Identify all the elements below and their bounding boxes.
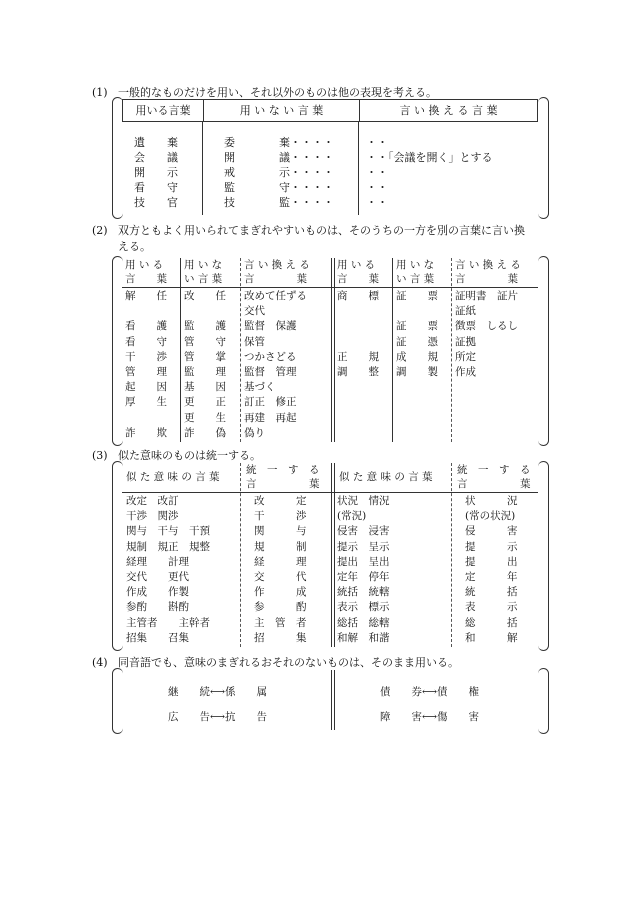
header-cell: 似 た 意 味 の 言 葉 xyxy=(126,471,220,483)
cell: 所定 xyxy=(455,350,476,363)
section-1-title xyxy=(92,84,437,100)
cell: 基 因 xyxy=(184,381,226,394)
section-title-text: 一般的なものだけを用い、それ以外のものは他の表現を考える。 xyxy=(118,86,437,99)
table-row xyxy=(122,319,538,334)
header-cell xyxy=(392,259,451,286)
cell: ・・ xyxy=(366,196,388,209)
cell: 成 規 xyxy=(396,350,438,363)
cell: 訂正 修正 xyxy=(244,396,297,409)
cell: 経 理 xyxy=(254,555,307,568)
cell: 参酌 斟酌 xyxy=(126,601,189,614)
cell: 監 守・・・・ xyxy=(224,181,334,194)
table-2 xyxy=(122,258,538,442)
table-3 xyxy=(122,463,538,647)
cell xyxy=(392,395,451,410)
table-row xyxy=(122,585,538,600)
header-line: 言 葉 xyxy=(337,272,379,285)
cell: 和解 和諧 xyxy=(337,631,390,644)
cell xyxy=(333,395,392,410)
header-line: 言 葉 xyxy=(457,477,531,490)
cell: 再建 再起 xyxy=(244,411,297,424)
cell xyxy=(333,335,392,350)
header-cell xyxy=(180,259,240,286)
table-row xyxy=(122,494,538,509)
cell: つかさどる xyxy=(244,350,297,363)
cell: 監 護 xyxy=(184,320,226,333)
cell: 経理 計理 xyxy=(126,555,189,568)
cell xyxy=(392,304,451,319)
cell: 調 製 xyxy=(396,365,438,378)
cell xyxy=(333,380,392,395)
cell: ・・ xyxy=(366,166,388,179)
header-line: い 言 葉 xyxy=(396,272,435,285)
cell: 証 票 xyxy=(396,290,438,302)
cell: 管 掌 xyxy=(184,350,226,363)
cell: 商 標 xyxy=(337,290,379,302)
header-cell xyxy=(240,259,333,286)
header-line: 言 葉 xyxy=(125,272,167,285)
header-line: 言 い 換 え る xyxy=(244,259,310,271)
section-number: (2) xyxy=(92,224,108,237)
cell: 主 管 者 xyxy=(254,616,307,629)
cell: 証 票 xyxy=(396,320,438,333)
table-row xyxy=(122,570,538,585)
table-row xyxy=(122,365,538,380)
cell: 主管者 主幹者 xyxy=(126,616,210,629)
header-line: 言 い 換 え る xyxy=(455,259,521,271)
list-item: 障 害⟷傷 害 xyxy=(380,711,480,723)
cell: 技 監・・・・ xyxy=(224,196,334,209)
right-bracket xyxy=(538,461,549,651)
right-bracket xyxy=(538,256,549,446)
header-line: 統 一 す る xyxy=(457,464,531,476)
cell: ・・「会議を開く」とする xyxy=(366,151,493,164)
cell: 提出 呈出 xyxy=(337,555,390,568)
table-row xyxy=(122,165,538,180)
list-item: 広 告⟷抗 告 xyxy=(168,711,268,723)
header-line: 用 い な xyxy=(396,259,435,271)
section-number: (3) xyxy=(92,449,108,462)
cell: 看 守 xyxy=(134,181,178,194)
cell xyxy=(333,319,392,334)
cell: 総 括 xyxy=(465,616,518,629)
cell xyxy=(122,304,180,319)
cell: 提 出 xyxy=(465,555,518,568)
cell: 提示 呈示 xyxy=(337,540,390,553)
list-item: 継 続⟷係 属 xyxy=(168,686,268,698)
table-body xyxy=(122,494,538,646)
cell: 交代 更代 xyxy=(126,570,189,583)
cell: 開 議・・・・ xyxy=(224,151,334,164)
cell xyxy=(333,304,392,319)
cell: 表 示 xyxy=(465,601,518,614)
table-body xyxy=(122,289,538,441)
cell: 証 憑 xyxy=(396,335,438,348)
cell: 定年 停年 xyxy=(337,570,390,583)
cell: 技 官 xyxy=(134,196,178,209)
cell: 状況 情況 xyxy=(337,495,390,507)
cell: 詐 欺 xyxy=(125,426,167,439)
section-number: (1) xyxy=(92,86,108,99)
cell xyxy=(451,380,538,395)
cell xyxy=(451,411,538,426)
header-line: 言 葉 xyxy=(246,477,320,490)
cell: 作成 作製 xyxy=(126,586,189,599)
cell: 提 示 xyxy=(465,540,518,553)
cell: 更 生 xyxy=(184,411,226,424)
cell: 侵害 浸害 xyxy=(337,525,390,538)
table-row xyxy=(122,135,538,150)
section-number: (4) xyxy=(92,656,108,669)
cell: (常の状況) xyxy=(465,510,516,523)
cell: 開 示 xyxy=(134,166,178,179)
cell: 交代 xyxy=(244,305,265,318)
header-cell xyxy=(122,259,180,286)
cell: 証明書 証片 xyxy=(455,290,518,302)
header-cell: 用 い な い 言 葉 xyxy=(203,100,359,121)
cell: 徴票 しるし xyxy=(455,320,518,333)
section-title-text: 双方ともよく用いられてまぎれやすいものは、そのうちの一方を別の言葉に言い換 xyxy=(118,224,525,237)
cell: 統括 統轄 xyxy=(337,586,390,599)
cell: 監 理 xyxy=(184,365,226,378)
header-line: 統 一 す る xyxy=(246,464,320,476)
cell: 基づく xyxy=(244,381,276,394)
cell: 作成 xyxy=(455,365,476,378)
header-cell xyxy=(333,259,392,286)
cell: 侵 害 xyxy=(465,525,518,538)
cell: 遺 棄 xyxy=(134,136,178,149)
header-cell xyxy=(451,464,538,491)
table-4 xyxy=(122,670,538,730)
cell: 更 正 xyxy=(184,396,226,409)
header-cell xyxy=(451,259,538,286)
table-body xyxy=(122,135,538,210)
right-bracket xyxy=(538,668,549,734)
cell xyxy=(333,426,392,441)
table-header xyxy=(122,464,538,491)
cell: 厚 生 xyxy=(125,396,167,409)
header-line: 用 い な xyxy=(184,259,223,271)
cell: 参 酌 xyxy=(254,601,307,614)
table-row xyxy=(122,600,538,615)
cell: 詐 偽 xyxy=(184,426,226,439)
cell: 監督 管理 xyxy=(244,365,297,378)
header-line: 言 葉 xyxy=(244,272,307,285)
cell: 起 因 xyxy=(125,381,167,394)
cell: 交 代 xyxy=(254,570,307,583)
header-cell: 用いる言葉 xyxy=(135,104,191,117)
cell: 表示 標示 xyxy=(337,601,390,614)
homophone-list-right xyxy=(380,680,479,730)
section-title-text: 同音語でも、意味のまぎれるおそれのないものは、そのまま用いる。 xyxy=(118,656,459,669)
cell: 干 渉 xyxy=(254,510,307,523)
double-divider xyxy=(331,670,335,730)
table-row xyxy=(122,616,538,631)
cell: 管 守 xyxy=(184,335,226,348)
cell: 改 定 xyxy=(254,495,307,507)
header-cell: 言 い 換 え る 言 葉 xyxy=(359,100,537,121)
cell xyxy=(333,411,392,426)
table-row xyxy=(122,304,538,319)
table-row xyxy=(122,426,538,441)
cell: (常況) xyxy=(337,510,367,523)
cell: 看 護 xyxy=(125,320,167,333)
cell: 監督 保護 xyxy=(244,320,297,333)
cell: 干 渉 xyxy=(125,350,167,363)
cell: 規制 規正 規整 xyxy=(126,540,210,553)
table-row xyxy=(122,509,538,524)
cell: 招集 召集 xyxy=(126,631,189,644)
cell: 証紙 xyxy=(455,305,476,318)
table-header xyxy=(122,99,538,122)
cell: 正 規 xyxy=(337,350,379,363)
table-row xyxy=(122,195,538,210)
cell xyxy=(451,395,538,410)
table-row xyxy=(122,180,538,195)
cell: 総括 総轄 xyxy=(337,616,390,629)
cell: 証拠 xyxy=(455,335,476,348)
cell: 保管 xyxy=(244,335,265,348)
table-row xyxy=(122,631,538,646)
table-header xyxy=(122,259,538,286)
cell: 干渉 関渉 xyxy=(126,510,179,523)
header-line: 用 い る xyxy=(125,259,164,271)
section-4-title xyxy=(92,654,459,670)
table-row xyxy=(122,380,538,395)
section-title-text: 似た意味のものは統一する。 xyxy=(118,449,261,462)
section-2-title xyxy=(92,222,525,238)
cell: 状 況 xyxy=(465,495,518,507)
header-cell: 似 た 意 味 の 言 葉 xyxy=(339,471,433,483)
table-row xyxy=(122,335,538,350)
cell: 規 制 xyxy=(254,540,307,553)
cell: 和 解 xyxy=(465,631,518,644)
header-line: 用 い る xyxy=(337,259,376,271)
cell: 調 整 xyxy=(337,365,379,378)
cell xyxy=(451,426,538,441)
table-row xyxy=(122,555,538,570)
cell xyxy=(392,380,451,395)
cell: 看 守 xyxy=(125,335,167,348)
cell: 招 集 xyxy=(254,631,307,644)
cell: 関 与 xyxy=(254,525,307,538)
table-row xyxy=(122,395,538,410)
cell: 管 理 xyxy=(125,365,167,378)
cell: 改定 改訂 xyxy=(126,495,179,507)
cell: 偽り xyxy=(244,426,265,439)
cell: 作 成 xyxy=(254,586,307,599)
cell: 定 年 xyxy=(465,570,518,583)
cell: 戒 示・・・・ xyxy=(224,166,334,179)
cell: ・・ xyxy=(366,181,388,194)
cell: 委 棄・・・・ xyxy=(224,136,334,149)
cell xyxy=(180,304,240,319)
cell xyxy=(392,426,451,441)
table-row xyxy=(122,150,538,165)
table-row xyxy=(122,524,538,539)
cell: 改 任 xyxy=(184,290,226,302)
homophone-list-left xyxy=(168,680,267,730)
cell: 改めて任ずる xyxy=(244,290,307,302)
cell: 関与 干与 干預 xyxy=(126,525,210,538)
cell xyxy=(392,411,451,426)
table-row xyxy=(122,289,538,304)
header-cell xyxy=(240,464,333,491)
cell: 解 任 xyxy=(125,290,167,302)
header-line: 言 葉 xyxy=(455,272,518,285)
header-line: い 言 葉 xyxy=(184,272,223,285)
list-item: 債 券⟷債 権 xyxy=(380,686,480,698)
right-bracket xyxy=(538,97,549,219)
cell: 統 括 xyxy=(465,586,518,599)
table-row xyxy=(122,540,538,555)
section-title-continued: える。 xyxy=(118,240,151,253)
cell: ・・ xyxy=(366,136,388,149)
cell: 会 議 xyxy=(134,151,178,164)
table-row xyxy=(122,411,538,426)
cell xyxy=(122,411,180,426)
table-row xyxy=(122,350,538,365)
table-1 xyxy=(122,99,538,215)
